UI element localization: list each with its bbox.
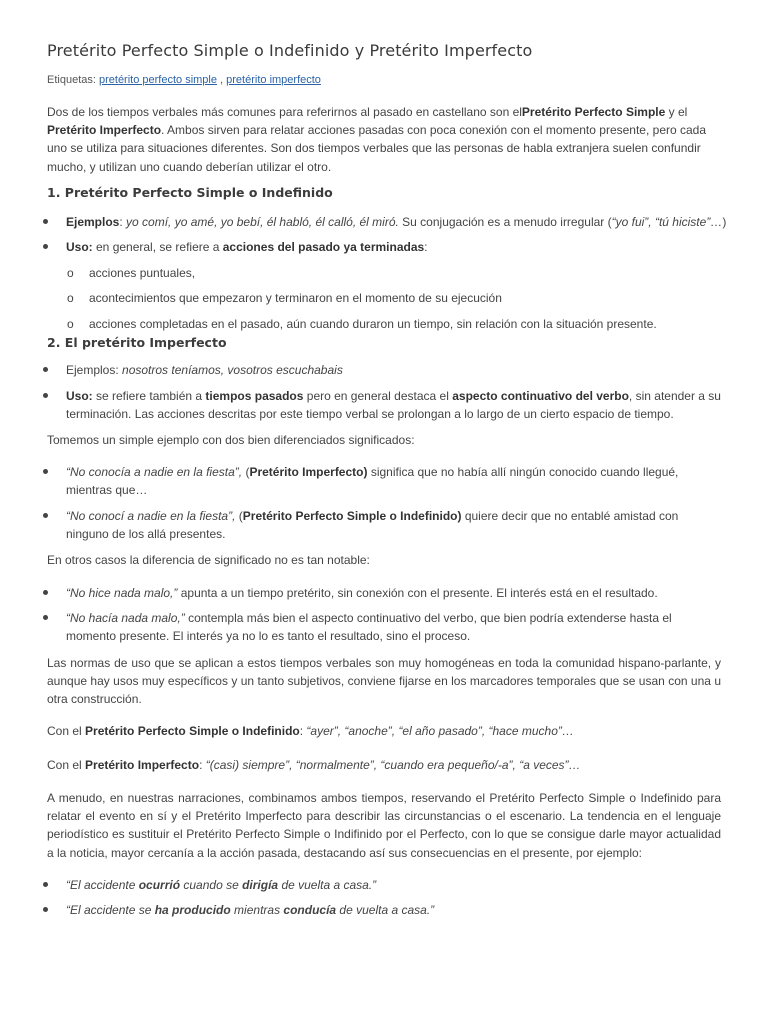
sub-item-text: acontecimientos que empezaron y terminaron en el momento de su ejecución (89, 291, 502, 305)
accidente-text: mientras (230, 903, 284, 917)
ejemplos-quotes: “yo fui”, “tú hiciste”… (611, 215, 723, 229)
tags-separator: , (216, 74, 227, 86)
example-text: contempla más bien el aspecto continuativo del verbo, que bien podría extenderse hasta el momento presente. El interés ya no lo es tanto el resultado, sino el proceso. (66, 611, 672, 644)
bullet (43, 244, 48, 249)
intro-bold-pi: Pretérito Imperfecto (47, 123, 162, 138)
uso-label: Uso: (66, 389, 93, 403)
example-text-2: significa que no había allí ningún conocido cuando llegué, mientras que… (66, 465, 679, 498)
paragraph-marcadores-pps (47, 722, 721, 740)
sub-bullet-marker: o (67, 291, 74, 305)
intro-text-3: . Ambos sirven para relatar acciones pasadas con poca conexión con el momento presente, pero cada uno se utiliza para situaciones diferentes. Son dos tiempos verbales que las personas de habla extranjera suelen confundir mucho, y utilizan uno cuando deberían utilizar el otro. (47, 123, 707, 174)
uso-end: : (424, 240, 428, 254)
example-quote: “No conocía a nadie en la fiesta”, (66, 465, 243, 479)
tag-link-preterito-imperfecto[interactable]: pretérito imperfecto (226, 74, 321, 86)
page-title: Pretérito Perfecto Simple o Indefinido y Pretérito Imperfecto (47, 41, 533, 60)
accidente-text: de vuelta a casa.” (278, 878, 377, 892)
marcadores-text: Con el (47, 758, 86, 772)
tag-link-preterito-perfecto-simple[interactable]: pretérito perfecto simple (98, 74, 217, 86)
marcadores-text: Con el (47, 724, 86, 738)
uso-text: en general, se refiere a (92, 240, 223, 254)
uso-text-2: pero en general destaca el (303, 389, 453, 403)
ejemplos-examples: nosotros teníamos, vosotros escuchabais (122, 363, 343, 377)
sub-item-text: acciones completadas en el pasado, aún cuando duraron un tiempo, sin relación con la situación presente. (89, 317, 657, 331)
paragraph-normas: Las normas de uso que se aplican a estos tiempos verbales son muy homogéneas en toda la comunidad hispano-parlante, y aunque hay usos muy específicos y un tanto subjetivos, conviene fijarse en los marcadores temporales que se usan con una u otra construcción. (47, 656, 721, 707)
ejemplos-colon: : (119, 215, 127, 229)
uso-text-1: se refiere también a (92, 389, 206, 403)
paragraph-a-menudo: A menudo, en nuestras narraciones, combinamos ambos tiempos, reservando el Pretérito Perfecto Simple o Indefinido para relatar el evento en sí y el Pretérito Imperfecto para describir las circunstancias o el escenario. La tendencia en el lenguaje periodístico es sustituir el Pretérito Perfecto Simple o Indifinido por el Perfecto, con lo que se consigue darle mayor actualidad a la noticia, mayor cercanía a la acción pasada, destacando así sus consecuencias en el presente, por ejemplo: (47, 791, 721, 860)
accidente-text: “El accidente (66, 878, 139, 892)
example-quote: “No hice nada malo,” (66, 586, 178, 600)
accidente-verb-bold: ha producido (154, 903, 231, 917)
section-1-heading: 1. Pretérito Perfecto Simple o Indefinido (47, 185, 333, 200)
bullet (43, 367, 48, 372)
bullet (43, 590, 48, 595)
paragraph-marcadores-pi (47, 756, 721, 774)
uso-bold: acciones del pasado ya terminadas (222, 240, 425, 254)
accidente-text: de vuelta a casa.” (336, 903, 435, 917)
bullet (43, 469, 48, 474)
intro-bold-pps: Pretérito Perfecto Simple (521, 105, 666, 119)
marcadores-colon: : (299, 724, 307, 738)
accidente-text: “El accidente se (66, 903, 155, 917)
marcadores-examples: “(casi) siempre”, “normalmente”, “cuando era pequeño/-a”, “a veces”… (205, 758, 581, 772)
ejemplos-label: Ejemplos (66, 215, 120, 229)
example-text-1: ( (235, 509, 243, 523)
sub-bullet-marker: o (67, 266, 74, 280)
marcadores-bold: Pretérito Imperfecto (85, 758, 200, 772)
paragraph-ejemplo: Tomemos un simple ejemplo con dos bien diferenciados significados: (47, 433, 415, 447)
ejemplos-label: Ejemplos: (66, 363, 123, 377)
bullet (43, 219, 48, 224)
paragraph-otros-casos: En otros casos la diferencia de significado no es tan notable: (47, 553, 370, 567)
accidente-verb-bold: conducía (283, 903, 337, 917)
marcadores-bold: Pretérito Perfecto Simple o Indefinido (85, 724, 300, 738)
ejemplos-examples: yo comí, yo amé, yo bebí, él habló, él calló, él miró. (126, 215, 399, 229)
sub-item-text: acciones puntuales, (89, 266, 196, 280)
example-bold: Pretérito Perfecto Simple o Indefinido) (242, 509, 462, 523)
tags-row (47, 74, 321, 86)
uso-bold-2: aspecto continuativo del verbo (452, 389, 629, 403)
marcadores-examples: “ayer”, “anoche”, “el año pasado”, “hace mucho”… (306, 724, 574, 738)
tags-label: Etiquetas: (47, 74, 99, 86)
bullet (43, 615, 48, 620)
bullet (43, 513, 48, 518)
uso-bold-1: tiempos pasados (205, 389, 304, 403)
example-text-2: quiere decir que no entablé amistad con ninguno de los allá presentes. (66, 509, 679, 542)
accidente-text: cuando se (180, 878, 243, 892)
intro-paragraph (47, 103, 721, 176)
example-quote: “No hacía nada malo,” (66, 611, 185, 625)
bullet (43, 907, 48, 912)
example-bold: Pretérito Imperfecto) (249, 465, 368, 479)
bullet (43, 393, 48, 398)
example-text: apunta a un tiempo pretérito, sin conexión con el presente. El interés está en el resultado. (177, 586, 658, 600)
bullet (43, 882, 48, 887)
marcadores-colon: : (199, 758, 206, 772)
intro-text-1: Dos de los tiempos verbales más comunes para referirnos al pasado en castellano son el (47, 105, 522, 119)
section-2-heading: 2. El pretérito Imperfecto (47, 335, 227, 350)
accidente-verb-bold: dirigía (242, 878, 279, 892)
uso-label: Uso: (66, 240, 93, 254)
accidente-verb-bold: ocurrió (138, 878, 181, 892)
example-text-1: ( (242, 465, 250, 479)
ejemplos-close: ) (722, 215, 727, 229)
ejemplos-text: Su conjugación es a menudo irregular ( (398, 215, 612, 229)
intro-text-2: y el (665, 105, 688, 119)
uso-text-3: , sin atender a su terminación. Las acciones descritas por este tiempo verbal se prolongan a lo largo de un cierto espacio de tiempo. (66, 389, 721, 422)
sub-bullet-marker: o (67, 317, 74, 331)
example-quote: “No conocí a nadie en la fiesta”, (66, 509, 236, 523)
